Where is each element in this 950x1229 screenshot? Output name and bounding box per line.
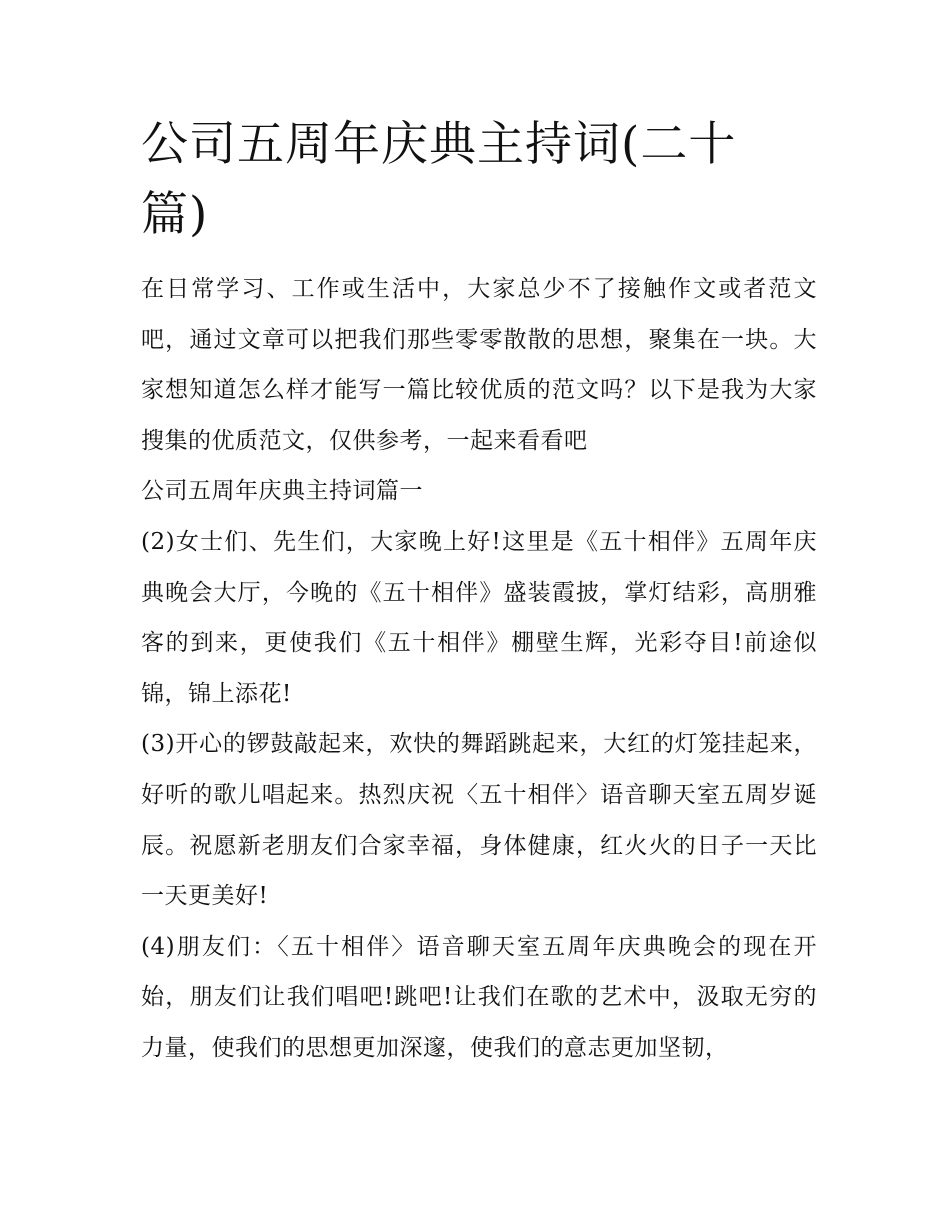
paragraph-4: (4)朋友们：〈五十相伴〉语音聊天室五周年庆典晚会的现在开始，朋友们让我们唱吧!跳吧!让我们在歌的艺术中，汲取无穷的力量，使我们的思想更加深邃，使我们的意志更加坚韧， [141,933,817,1061]
document-title: 公司五周年庆典主持词(二十篇) [141,117,737,242]
intro-paragraph: 在日常学习、工作或生活中，大家总少不了接触作文或者范文吧，通过文章可以把我们那些零零散散的思想，聚集在一块。大家想知道怎么样才能写一篇比较优质的范文吗？以下是我为大家搜集的优质范文，仅供参考，一起来看看吧 [141,276,817,454]
paragraph-3: (3)开心的锣鼓敲起来，欢快的舞蹈跳起来，大红的灯笼挂起来，好听的歌儿唱起来。热烈庆祝〈五十相伴〉语音聊天室五周岁诞辰。祝愿新老朋友们合家幸福，身体健康，红火火的日子一天比一天更美好! [141,731,817,910]
document-page [141,110,817,1074]
section-heading: 公司五周年庆典主持词篇一 [141,478,423,505]
paragraph-2: (2)女士们、先生们，大家晚上好!这里是《五十相伴》五周年庆典晚会大厅，今晚的《五十相伴》盛装霞披，掌灯结彩，高朋雅客的到来，更使我们《五十相伴》棚壁生辉，光彩夺目!前途似锦，锦上添花! [141,528,817,707]
